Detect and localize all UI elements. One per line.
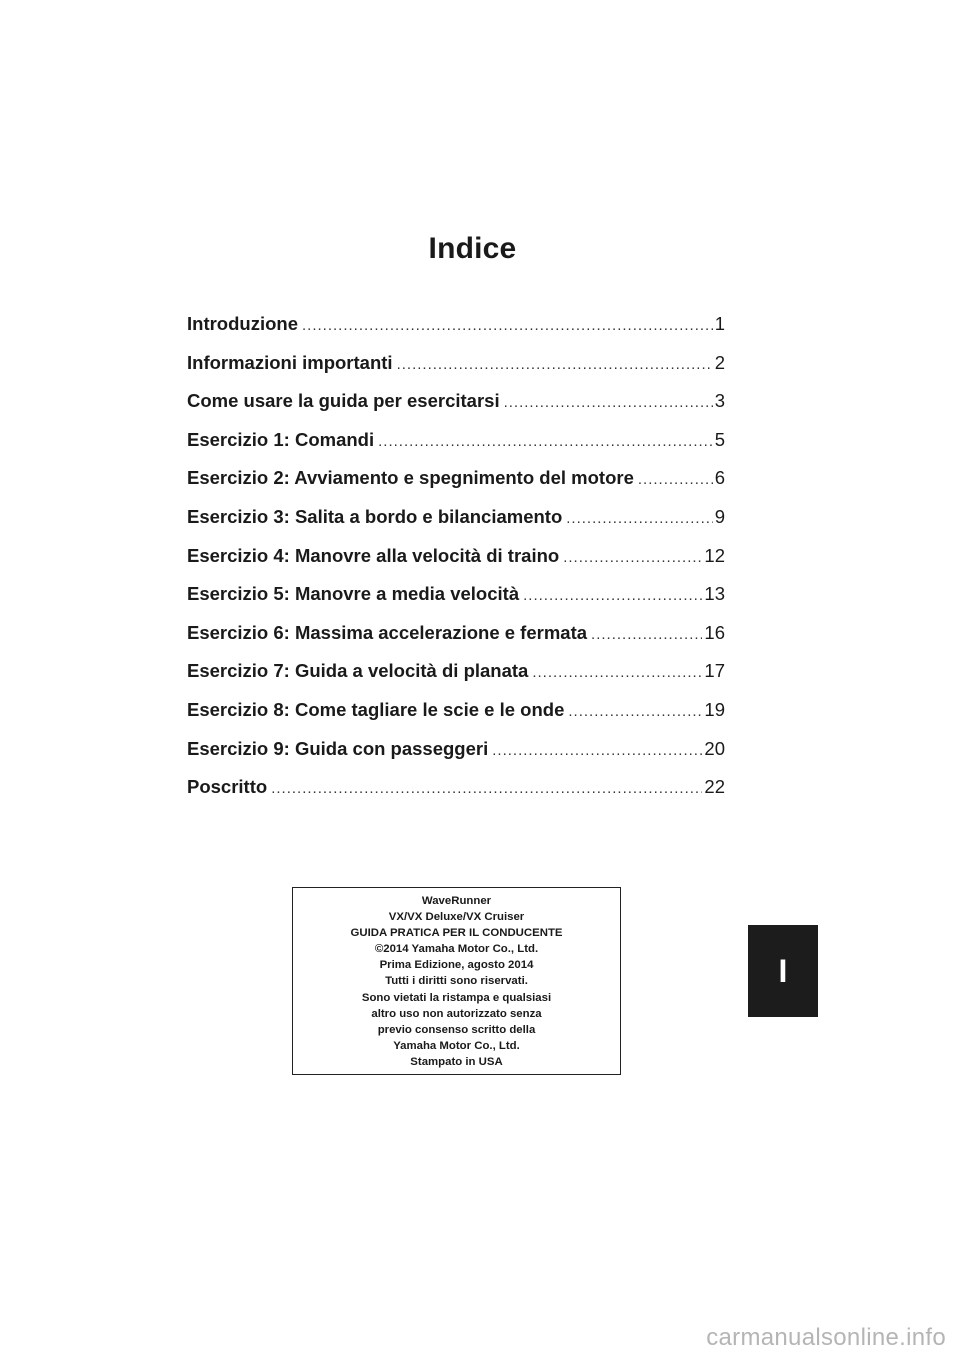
- toc-dot-leader: [271, 774, 702, 804]
- toc-entry-esercizio-4[interactable]: [187, 541, 725, 580]
- toc-entry-page: 17: [704, 660, 725, 682]
- toc-entry-esercizio-7[interactable]: [187, 656, 725, 695]
- toc-entry-poscritto[interactable]: [187, 772, 725, 811]
- toc-entry-page: 19: [704, 698, 725, 720]
- toc-entry-label: Esercizio 9: Guida con passeggeri: [187, 737, 489, 759]
- toc-dot-leader: [504, 388, 713, 418]
- toc-entry-page: 6: [714, 467, 725, 489]
- toc-entry-page: 22: [704, 776, 725, 798]
- toc-entry-introduzione[interactable]: [187, 309, 725, 348]
- copyright-imprint-box: [292, 887, 621, 1075]
- toc-entry-label: Esercizio 3: Salita a bordo e bilanciamento: [187, 505, 563, 527]
- imprint-line: WaveRunner: [421, 895, 492, 907]
- toc-dot-leader: [591, 620, 702, 650]
- toc-entry-esercizio-6[interactable]: [187, 618, 725, 657]
- toc-entry-page: 13: [704, 583, 725, 605]
- toc-entry-page: 9: [714, 505, 725, 527]
- toc-entry-label: Come usare la guida per esercitarsi: [187, 390, 500, 412]
- imprint-line: Prima Edizione, agosto 2014: [379, 959, 534, 972]
- toc-entry-come-usare-la-guida[interactable]: [187, 386, 725, 425]
- toc-dot-leader: [492, 736, 702, 766]
- toc-dot-leader: [532, 658, 702, 688]
- imprint-line: previo consenso scritto della: [377, 1023, 536, 1036]
- imprint-line: altro uso non autorizzato senza: [371, 1007, 542, 1020]
- toc-dot-leader: [566, 504, 712, 534]
- toc-entry-label: Poscritto: [187, 776, 268, 798]
- toc-entry-label: Esercizio 2: Avviamento e spegnimento del motore: [187, 467, 634, 489]
- toc-entry-esercizio-1[interactable]: [187, 425, 725, 464]
- toc-entry-label: Esercizio 8: Come tagliare le scie e le onde: [187, 698, 565, 720]
- toc-entry-esercizio-9[interactable]: [187, 734, 725, 773]
- toc-entry-page: 3: [714, 390, 725, 412]
- toc-entry-esercizio-3[interactable]: [187, 502, 725, 541]
- toc-entry-label: Esercizio 4: Manovre alla velocità di traino: [187, 544, 560, 566]
- toc-entry-page: 12: [704, 544, 725, 566]
- toc-entry-label: Esercizio 5: Manovre a media velocità: [187, 583, 520, 605]
- toc-dot-leader: [378, 427, 713, 457]
- imprint-line: ©2014 Yamaha Motor Co., Ltd.: [374, 943, 539, 956]
- toc-dot-leader: [302, 311, 713, 341]
- watermark-text: carmanualsonline.info: [706, 1324, 946, 1351]
- toc-entry-page: 20: [704, 737, 725, 759]
- toc-entry-label: Informazioni importanti: [187, 351, 393, 373]
- toc-entry-page: 1: [714, 313, 725, 334]
- toc-entry-esercizio-5[interactable]: [187, 579, 725, 618]
- toc-dot-leader: [568, 697, 702, 727]
- page-title: Indice: [428, 232, 517, 265]
- toc-entry-page: 16: [704, 621, 725, 643]
- toc-entry-label: Esercizio 1: Comandi: [187, 428, 375, 450]
- imprint-line: Tutti i diritti sono riservati.: [385, 975, 528, 988]
- table-of-contents: [187, 309, 725, 811]
- toc-dot-leader: [523, 581, 702, 611]
- toc-dot-leader: [638, 465, 713, 495]
- toc-entry-esercizio-2[interactable]: [187, 463, 725, 502]
- toc-entry-label: Introduzione: [187, 313, 298, 334]
- toc-dot-leader: [563, 543, 702, 573]
- toc-dot-leader: [397, 350, 713, 380]
- imprint-line: VX/VX Deluxe/VX Cruiser: [388, 911, 525, 924]
- toc-entry-page: 5: [714, 428, 725, 450]
- imprint-line: Yamaha Motor Co., Ltd.: [393, 1039, 520, 1052]
- toc-entry-label: Esercizio 7: Guida a velocità di planata: [187, 660, 529, 682]
- section-tab-marker: I: [748, 925, 818, 1017]
- toc-entry-label: Esercizio 6: Massima accelerazione e fermata: [187, 621, 588, 643]
- imprint-line: GUIDA PRATICA PER IL CONDUCENTE: [350, 927, 563, 940]
- toc-entry-informazioni-importanti[interactable]: [187, 348, 725, 387]
- toc-entry-page: 2: [714, 351, 725, 373]
- imprint-line: Stampato in USA: [410, 1055, 503, 1068]
- imprint-line: Sono vietati la ristampa e qualsiasi: [361, 991, 552, 1004]
- toc-entry-esercizio-8[interactable]: [187, 695, 725, 734]
